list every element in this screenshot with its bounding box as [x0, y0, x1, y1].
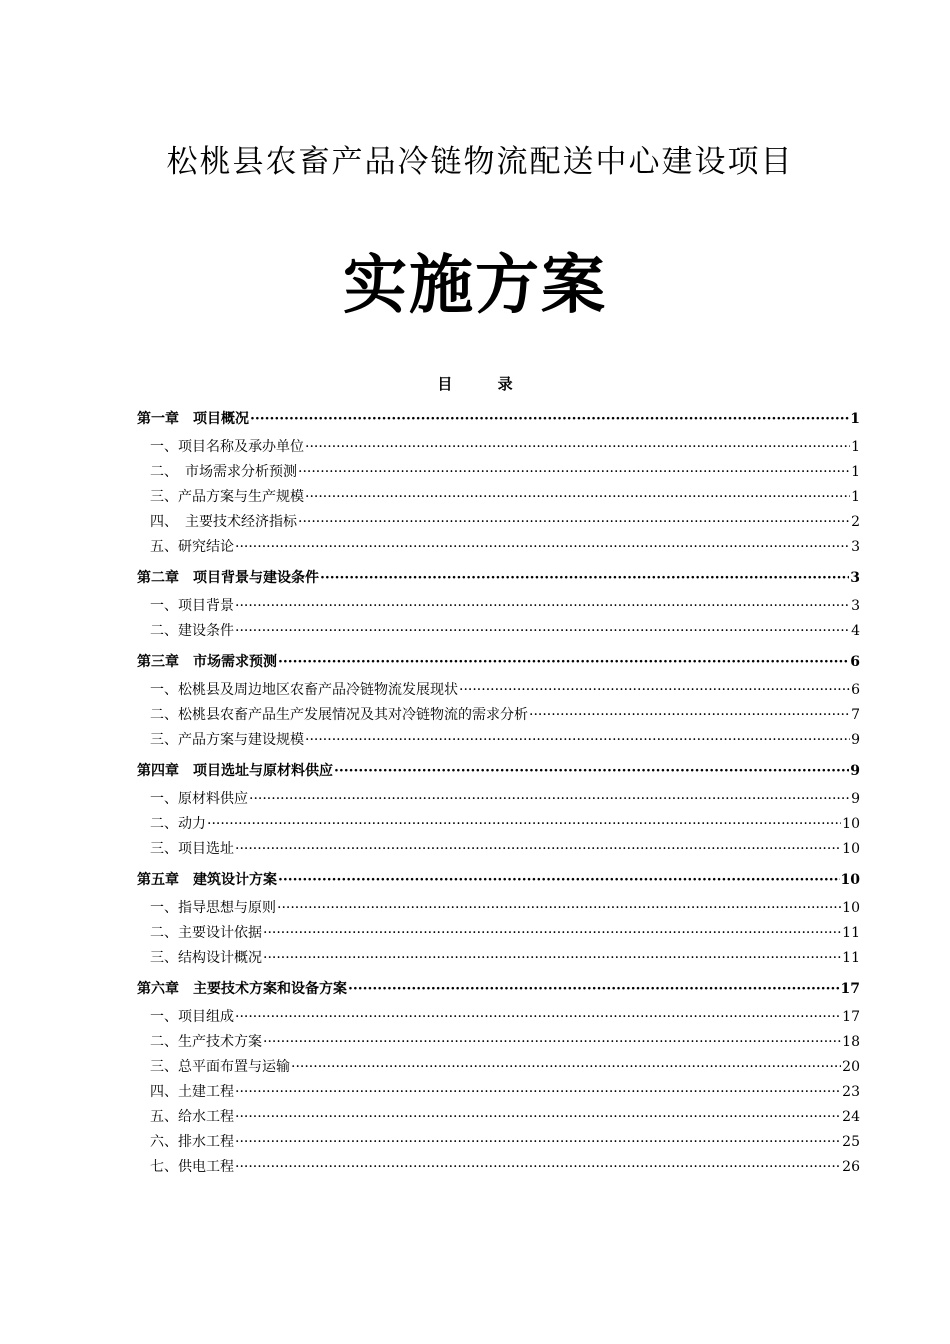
toc-section-entry[interactable] [137, 1031, 860, 1056]
toc-section-entry[interactable] [137, 486, 860, 511]
toc-entry-label: 二、松桃县农畜产品生产发展情况及其对冷链物流的需求分析 [150, 707, 528, 723]
toc-page-number: 6 [851, 682, 860, 698]
toc-dot-leader [305, 729, 850, 751]
toc-dot-leader [235, 1131, 841, 1153]
toc-dot-leader [263, 1031, 841, 1053]
toc-section-entry[interactable] [137, 1006, 860, 1031]
toc-entry-label: 三、项目选址 [150, 841, 234, 857]
toc-entry-label: 二、主要设计依据 [150, 925, 262, 941]
toc-entry-label: 第三章 市场需求预测 [137, 654, 277, 670]
toc-page-number: 18 [842, 1034, 860, 1050]
toc-entry-label: 二、动力 [150, 816, 206, 832]
toc-page-number: 10 [842, 900, 860, 916]
toc-chapter-entry[interactable] [137, 869, 860, 897]
toc-page-number: 9 [851, 791, 860, 807]
toc-section-entry[interactable] [137, 436, 860, 461]
toc-section-entry[interactable] [137, 838, 860, 863]
toc-page-number: 17 [840, 981, 860, 997]
toc-page-number: 10 [840, 872, 860, 888]
toc-entry-label: 第一章 项目概况 [137, 411, 249, 427]
toc-page-number: 1 [851, 489, 860, 505]
toc-page-number: 1 [851, 464, 860, 480]
toc-page-number: 1 [851, 439, 860, 455]
toc-page-number: 6 [850, 654, 860, 670]
document-title: 实施方案 [343, 248, 607, 323]
toc-section-entry[interactable] [137, 461, 860, 486]
toc-dot-leader [305, 486, 850, 508]
toc-section-entry[interactable] [137, 679, 860, 704]
toc-chapter-entry[interactable] [137, 408, 860, 436]
toc-section-entry[interactable] [137, 897, 860, 922]
toc-section-entry[interactable] [137, 1081, 860, 1106]
toc-section-entry[interactable] [137, 704, 860, 729]
toc-section-entry[interactable] [137, 947, 860, 972]
toc-chapter-entry[interactable] [137, 567, 860, 595]
toc-entry-label: 七、供电工程 [150, 1159, 234, 1175]
toc-section-entry[interactable] [137, 1156, 860, 1181]
toc-page-number: 24 [842, 1109, 860, 1125]
toc-page-number: 11 [842, 925, 860, 941]
toc-dot-leader [235, 1106, 841, 1128]
toc-dot-leader [235, 536, 850, 558]
toc-entry-label: 第二章 项目背景与建设条件 [137, 570, 319, 586]
toc-dot-leader [277, 897, 841, 919]
toc-chapter-entry[interactable] [137, 651, 860, 679]
toc-page-number: 3 [851, 598, 860, 614]
toc-dot-leader [235, 838, 841, 860]
toc-page-number: 23 [842, 1084, 860, 1100]
toc-page-number: 3 [851, 539, 860, 555]
toc-entry-label: 一、原材料供应 [150, 791, 248, 807]
toc-page-number: 10 [842, 841, 860, 857]
toc-dot-leader [291, 1056, 841, 1078]
toc-dot-leader [235, 1156, 841, 1178]
toc-entry-label: 三、产品方案与生产规模 [150, 489, 304, 505]
toc-section-entry[interactable] [137, 1106, 860, 1131]
toc-dot-leader [298, 511, 850, 533]
toc-entry-label: 一、项目背景 [150, 598, 234, 614]
toc-dot-leader [249, 788, 850, 810]
toc-page-number: 1 [850, 411, 860, 427]
toc-dot-leader [459, 679, 850, 701]
toc-section-entry[interactable] [137, 620, 860, 645]
toc-page-number: 11 [842, 950, 860, 966]
toc-section-entry[interactable] [137, 536, 860, 561]
toc-dot-leader [278, 869, 840, 891]
toc-page-number: 3 [850, 570, 860, 586]
toc-entry-label: 六、排水工程 [150, 1134, 234, 1150]
toc-dot-leader [305, 436, 850, 458]
toc-entry-label: 五、研究结论 [150, 539, 234, 555]
toc-section-entry[interactable] [137, 813, 860, 838]
toc-dot-leader [235, 620, 850, 642]
toc-entry-label: 五、给水工程 [150, 1109, 234, 1125]
toc-page-number: 7 [851, 707, 860, 723]
toc-entry-label: 二、建设条件 [150, 623, 234, 639]
toc-entry-label: 一、项目名称及承办单位 [150, 439, 304, 455]
toc-section-entry[interactable] [137, 729, 860, 754]
toc-entry-label: 二、 市场需求分析预测 [150, 464, 297, 480]
toc-heading: 目 录 [437, 375, 533, 393]
toc-page-number: 2 [851, 514, 860, 530]
toc-dot-leader [348, 978, 840, 1000]
toc-dot-leader [235, 595, 850, 617]
toc-section-entry[interactable] [137, 1056, 860, 1081]
toc-chapter-entry[interactable] [137, 760, 860, 788]
toc-dot-leader [298, 461, 850, 483]
toc-entry-label: 三、总平面布置与运输 [150, 1059, 290, 1075]
toc-dot-leader [263, 947, 841, 969]
toc-dot-leader [235, 1081, 841, 1103]
toc-page-number: 9 [851, 732, 860, 748]
toc-page-number: 9 [850, 763, 860, 779]
toc-page-number: 10 [842, 816, 860, 832]
toc-dot-leader [250, 408, 849, 430]
toc-page-number: 4 [851, 623, 860, 639]
toc-dot-leader [263, 922, 841, 944]
toc-page-number: 17 [842, 1009, 860, 1025]
toc-section-entry[interactable] [137, 1131, 860, 1156]
toc-dot-leader [235, 1006, 841, 1028]
toc-chapter-entry[interactable] [137, 978, 860, 1006]
toc-page-number: 20 [842, 1059, 860, 1075]
toc-section-entry[interactable] [137, 511, 860, 536]
toc-entry-label: 第六章 主要技术方案和设备方案 [137, 981, 347, 997]
toc-section-entry[interactable] [137, 788, 860, 813]
toc-entry-label: 一、松桃县及周边地区农畜产品冷链物流发展现状 [150, 682, 458, 698]
toc-entry-label: 二、生产技术方案 [150, 1034, 262, 1050]
toc-section-entry[interactable] [137, 595, 860, 620]
toc-dot-leader [334, 760, 849, 782]
toc-entry-label: 第五章 建筑设计方案 [137, 872, 277, 888]
toc-entry-label: 第四章 项目选址与原材料供应 [137, 763, 333, 779]
toc-page-number: 26 [842, 1159, 860, 1175]
toc-entry-label: 四、 主要技术经济指标 [150, 514, 297, 530]
toc-entry-label: 三、结构设计概况 [150, 950, 262, 966]
document-subtitle: 松桃县农畜产品冷链物流配送中心建设项目 [166, 144, 794, 180]
toc-page-number: 25 [842, 1134, 860, 1150]
toc-dot-leader [278, 651, 849, 673]
toc-dot-leader [207, 813, 841, 835]
toc-section-entry[interactable] [137, 922, 860, 947]
toc-entry-label: 一、项目组成 [150, 1009, 234, 1025]
table-of-contents [137, 408, 860, 1181]
toc-entry-label: 一、指导思想与原则 [150, 900, 276, 916]
toc-dot-leader [529, 704, 850, 726]
toc-entry-label: 四、土建工程 [150, 1084, 234, 1100]
toc-entry-label: 三、产品方案与建设规模 [150, 732, 304, 748]
toc-dot-leader [320, 567, 849, 589]
